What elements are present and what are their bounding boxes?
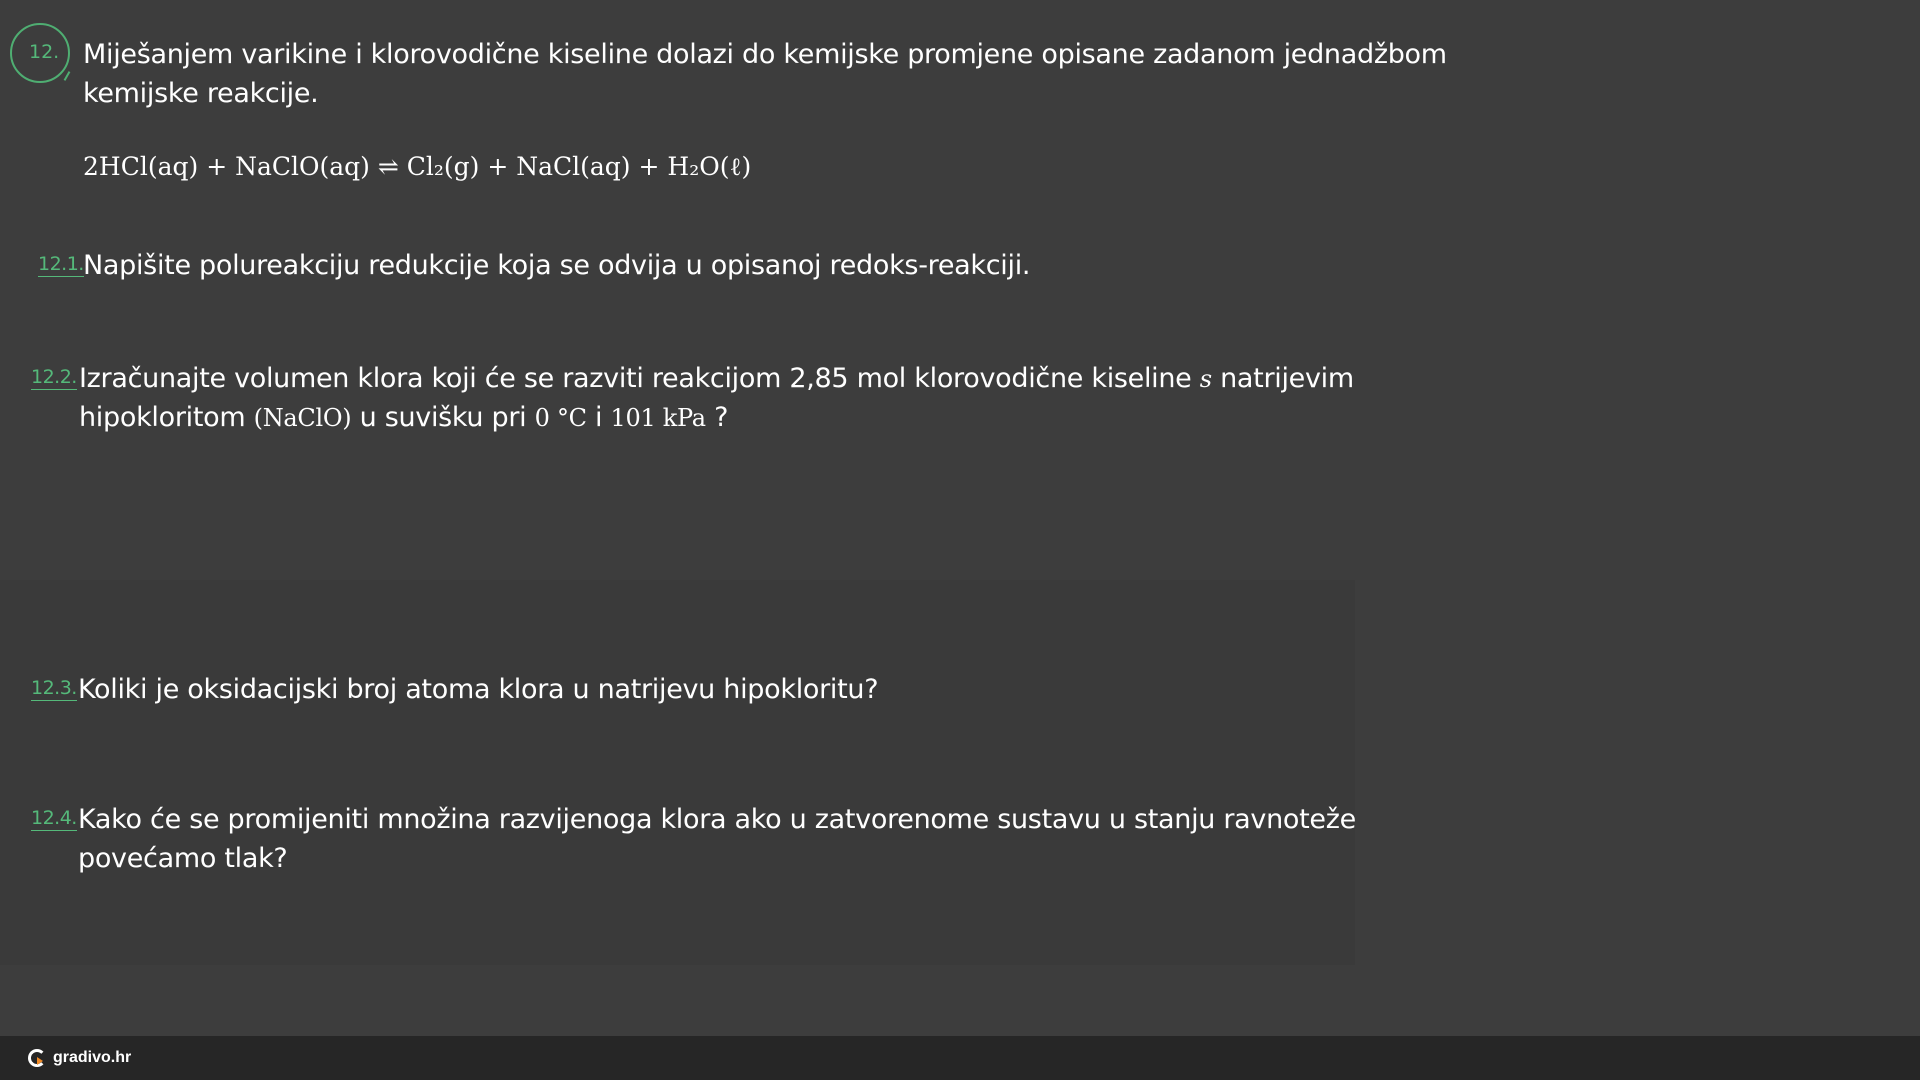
task-intro-line-1: Miješanjem varikine i klorovodične kiseline dolazi do kemijske promjene opisane zadanom jednadžbom xyxy=(83,39,1447,70)
subtask-12-4-line-1: Kako će se promijeniti množina razvijenoga klora ako u zatvorenome sustavu u stanju ravnoteže xyxy=(78,804,1356,835)
subtask-12-2-line-2: hipokloritom (NaClO) u suvišku pri 0 °C i 101 kPa ? xyxy=(79,402,729,433)
subtask-number-12-3: 12.3. xyxy=(31,677,77,699)
gradivo-logo-icon xyxy=(28,1049,46,1067)
task-number: 12. xyxy=(29,41,60,63)
subtask-number-12-4: 12.4. xyxy=(31,807,77,829)
logo-text: gradivo.hr xyxy=(53,1049,132,1066)
footer-bar xyxy=(0,1036,1920,1080)
faint-background-panel xyxy=(0,580,1355,965)
subtask-12-2-line-1: Izračunajte volumen klora koji će se razviti reakcijom 2,85 mol klorovodične kiseline s natrijevim xyxy=(79,363,1354,394)
subtask-12-3-text: Koliki je oksidacijski broj atoma klora u natrijevu hipokloritu? xyxy=(78,674,879,705)
subtask-number-12-2: 12.2. xyxy=(31,366,77,388)
reaction-equation: 2HCl(aq) + NaClO(aq) ⇌ Cl₂(g) + NaCl(aq) + H₂O(ℓ) xyxy=(83,152,752,181)
subtask-12-4-line-2: povećamo tlak? xyxy=(78,843,288,874)
task-intro-line-2: kemijske reakcije. xyxy=(83,78,319,109)
subtask-12-1-text: Napišite polureakciju redukcije koja se odvija u opisanoj redoks-reakciji. xyxy=(83,250,1031,281)
gradivo-logo[interactable] xyxy=(28,1046,131,1070)
task-number-circle xyxy=(10,23,70,83)
subtask-number-12-1: 12.1. xyxy=(38,253,84,275)
